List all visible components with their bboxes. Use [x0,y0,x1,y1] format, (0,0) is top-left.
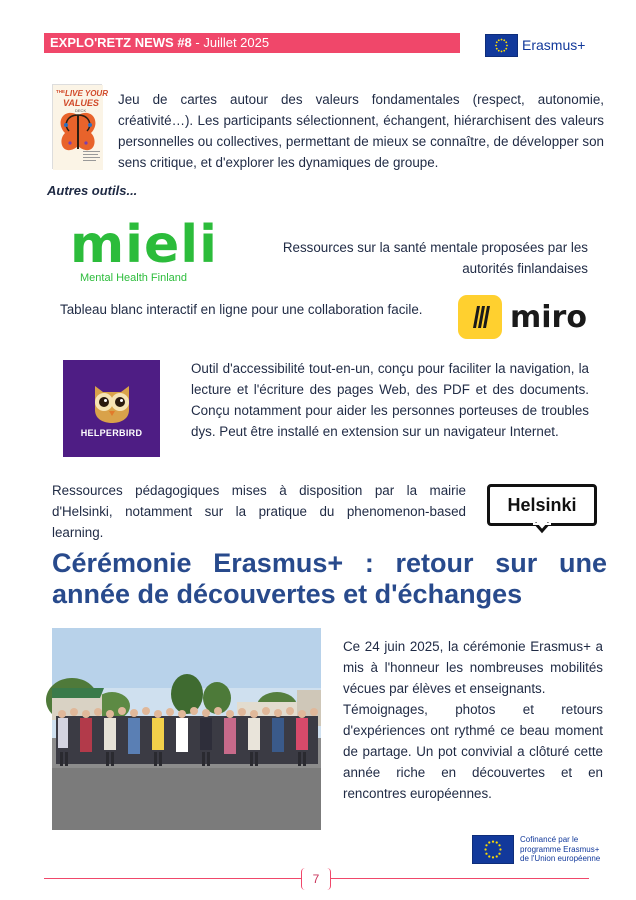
other-tools-subheading: Autres outils... [47,183,138,198]
eu-cofunding-logo [472,835,620,864]
values-card-game-description: Jeu de cartes autour des valeurs fondamentales (respect, autonomie, créativité…). Les participants sélectionnent, échangent, hiérarchisent des valeurs personnelles ou collectives, permettant de mieux se connaître, de développer son sens critique, et d'explorer les dynamiques de groupe. [118,92,604,170]
newsletter-title: EXPLO'RETZ NEWS #8 [50,35,192,50]
cofund-line-2: programme Erasmus+ [520,844,600,854]
mieli-logo-word: mieli [70,215,218,275]
cofund-line-3: de l'Union européenne [520,854,601,864]
helperbird-description: Outil d'accessibilité tout-en-un, conçu pour faciliter la navigation, la lecture et l'écriture des pages Web, des PDF et des documents. Conçu notamment pour aider les personnes porteuses de troubles dys. Peut être installé en extension sur un navigateur Internet. [191,361,589,439]
ceremony-paragraph-1: Ce 24 juin 2025, la cérémonie Erasmus+ a mis à l'honneur les nombreuses mobilités vécues par élèves et enseignants. [343,639,603,696]
mieli-logo-subtitle: Mental Health Finland [80,272,188,284]
eu-flag-icon [485,34,518,57]
newsletter-date: - Juillet 2025 [191,35,270,50]
ceremony-section-title: Cérémonie Erasmus+ : retour sur une année de découvertes et d'échanges [52,548,607,609]
miro-logo-word: miro [510,299,587,335]
miro-description: Tableau blanc interactif en ligne pour une collaboration facile. [60,302,423,317]
helperbird-logo-word: HELPERBIRD [80,427,143,438]
helsinki-logo-word: Helsinki [487,484,597,526]
speech-tail-icon [487,523,597,533]
book-title-deck: DECK [75,108,87,113]
book-title-line2: VALUES [63,98,99,108]
mieli-logo [70,215,218,286]
helperbird-logo [63,360,160,457]
cofund-line-1: Cofinancé par le [520,835,579,845]
helsinki-logo [487,484,597,534]
page-number: 7 [301,868,331,890]
miro-logo [458,294,587,340]
ceremony-paragraph-2: Témoignages, photos et retours d'expériences ont rythmé ce beau moment de partage. Un pot convivial a clôturé cette année riche en découvertes et en rencontres européennes. [343,702,603,801]
helsinki-description: Ressources pédagogiques mises à disposition par la mairie d'Helsinki, notamment sur la pratique du phenomenon-based learning. [52,483,466,540]
footer-divider-left [44,878,301,879]
mieli-description: Ressources sur la santé mentale proposées par les autorités finlandaises [282,240,588,276]
book-title-small: THE [56,89,65,94]
owl-icon [89,380,135,424]
erasmus-logo [485,33,585,57]
eu-flag-icon [472,835,514,864]
miro-icon [458,295,502,339]
footer-divider-right [331,878,589,879]
ceremony-group-photo [52,628,321,830]
erasmus-logo-text: Erasmus+ [522,37,586,53]
live-your-values-book-cover [52,84,108,169]
newsletter-header-bar [44,33,460,53]
book-title-line1: LIVE YOUR [65,89,108,98]
